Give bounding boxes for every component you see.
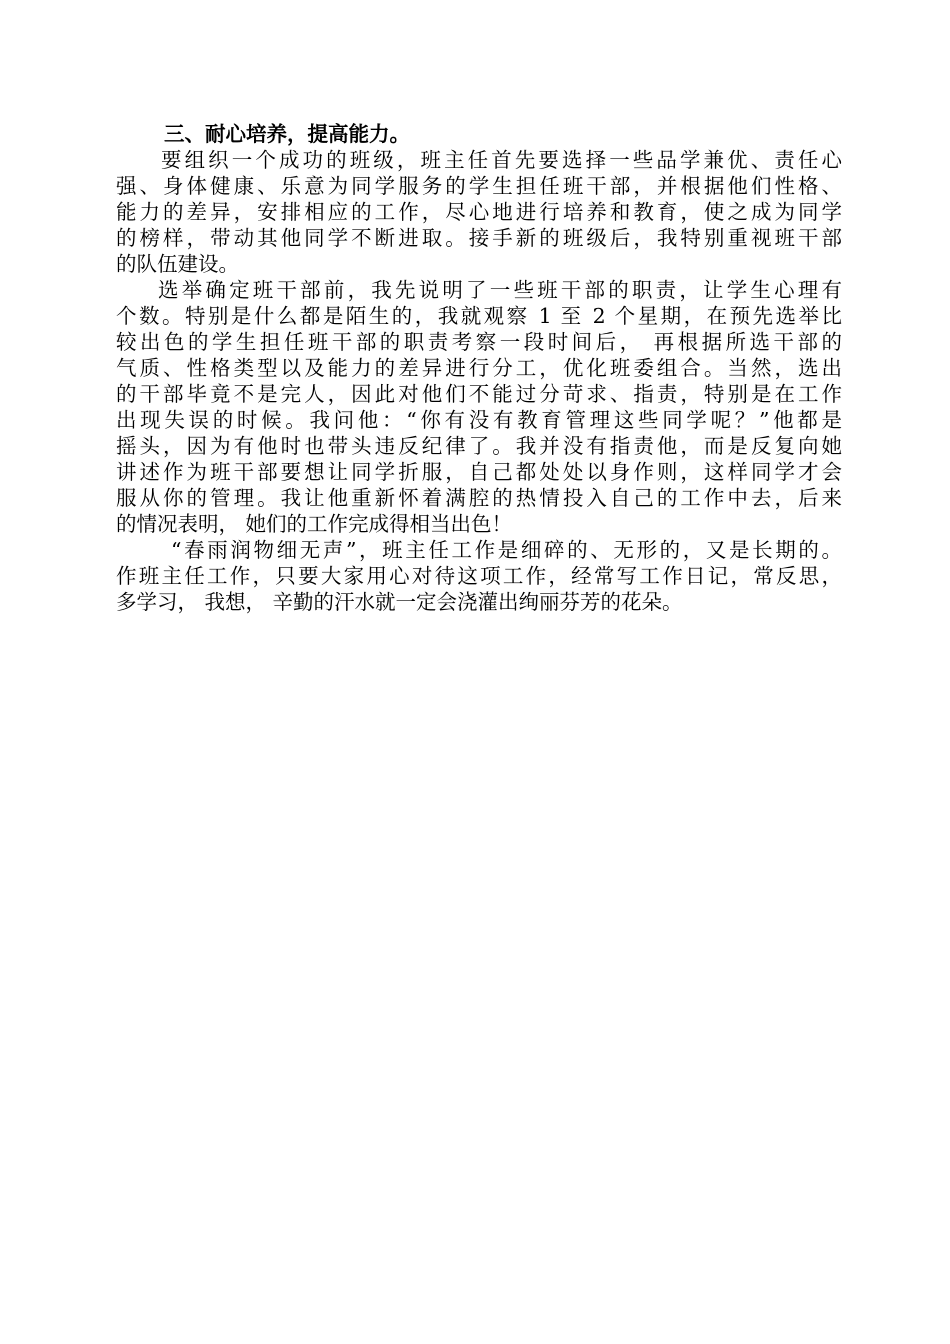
paragraph-3 (116, 537, 842, 615)
text-line: 较出色的学生担任班干部的职责考察一段时间后， 再根据所选干部的 (116, 330, 842, 354)
text-line: 的干部毕竟不是完人，因此对他们不能过分苛求、指责，特别是在工作 (116, 382, 842, 406)
text-line: 的榜样，带动其他同学不断进取。接手新的班级后，我特别重视班干部 (116, 226, 842, 250)
document-body (116, 121, 842, 615)
paragraph-2 (116, 277, 842, 537)
text-line: 作班主任工作，只要大家用心对待这项工作，经常写工作日记，常反思， (116, 564, 842, 588)
text-line: 要组织一个成功的班级，班主任首先要选择一些品学兼优、责任心 (161, 148, 842, 172)
section-heading: 三、耐心培养，提高能力。 (164, 122, 410, 146)
text-line: 的情况表明， 她们的工作完成得相当出色！ (116, 512, 513, 536)
text-line: 服从你的管理。我让他重新怀着满腔的热情投入自己的工作中去，后来 (116, 486, 842, 510)
text-line: “春雨润物细无声”，班主任工作是细碎的、无形的，又是长期的。 (171, 538, 842, 562)
text-line: 出现失误的时候。我问他：“你有没有教育管理这些同学呢？”他都是 (116, 408, 842, 432)
text-line: 的队伍建设。 (116, 252, 239, 276)
paragraph-1 (116, 147, 842, 277)
text-line: 摇头，因为有他时也带头违反纪律了。我并没有指责他，而是反复向她 (116, 434, 842, 458)
text-line: 选举确定班干部前，我先说明了一些班干部的职责，让学生心理有 (158, 278, 842, 302)
text-line: 多学习， 我想， 辛勤的汗水就一定会浇灌出绚丽芬芳的花朵。 (116, 590, 683, 614)
text-line: 讲述作为班干部要想让同学折服，自己都处处以身作则，这样同学才会 (116, 460, 842, 484)
text-line: 气质、性格类型以及能力的差异进行分工，优化班委组合。当然，选出 (116, 356, 842, 380)
text-line: 个数。特别是什么都是陌生的，我就观察 1 至 2 个星期，在预先选举比 (116, 304, 842, 328)
text-line: 强、身体健康、乐意为同学服务的学生担任班干部，并根据他们性格、 (116, 174, 842, 198)
text-line: 能力的差异，安排相应的工作，尽心地进行培养和教育，使之成为同学 (116, 200, 842, 224)
